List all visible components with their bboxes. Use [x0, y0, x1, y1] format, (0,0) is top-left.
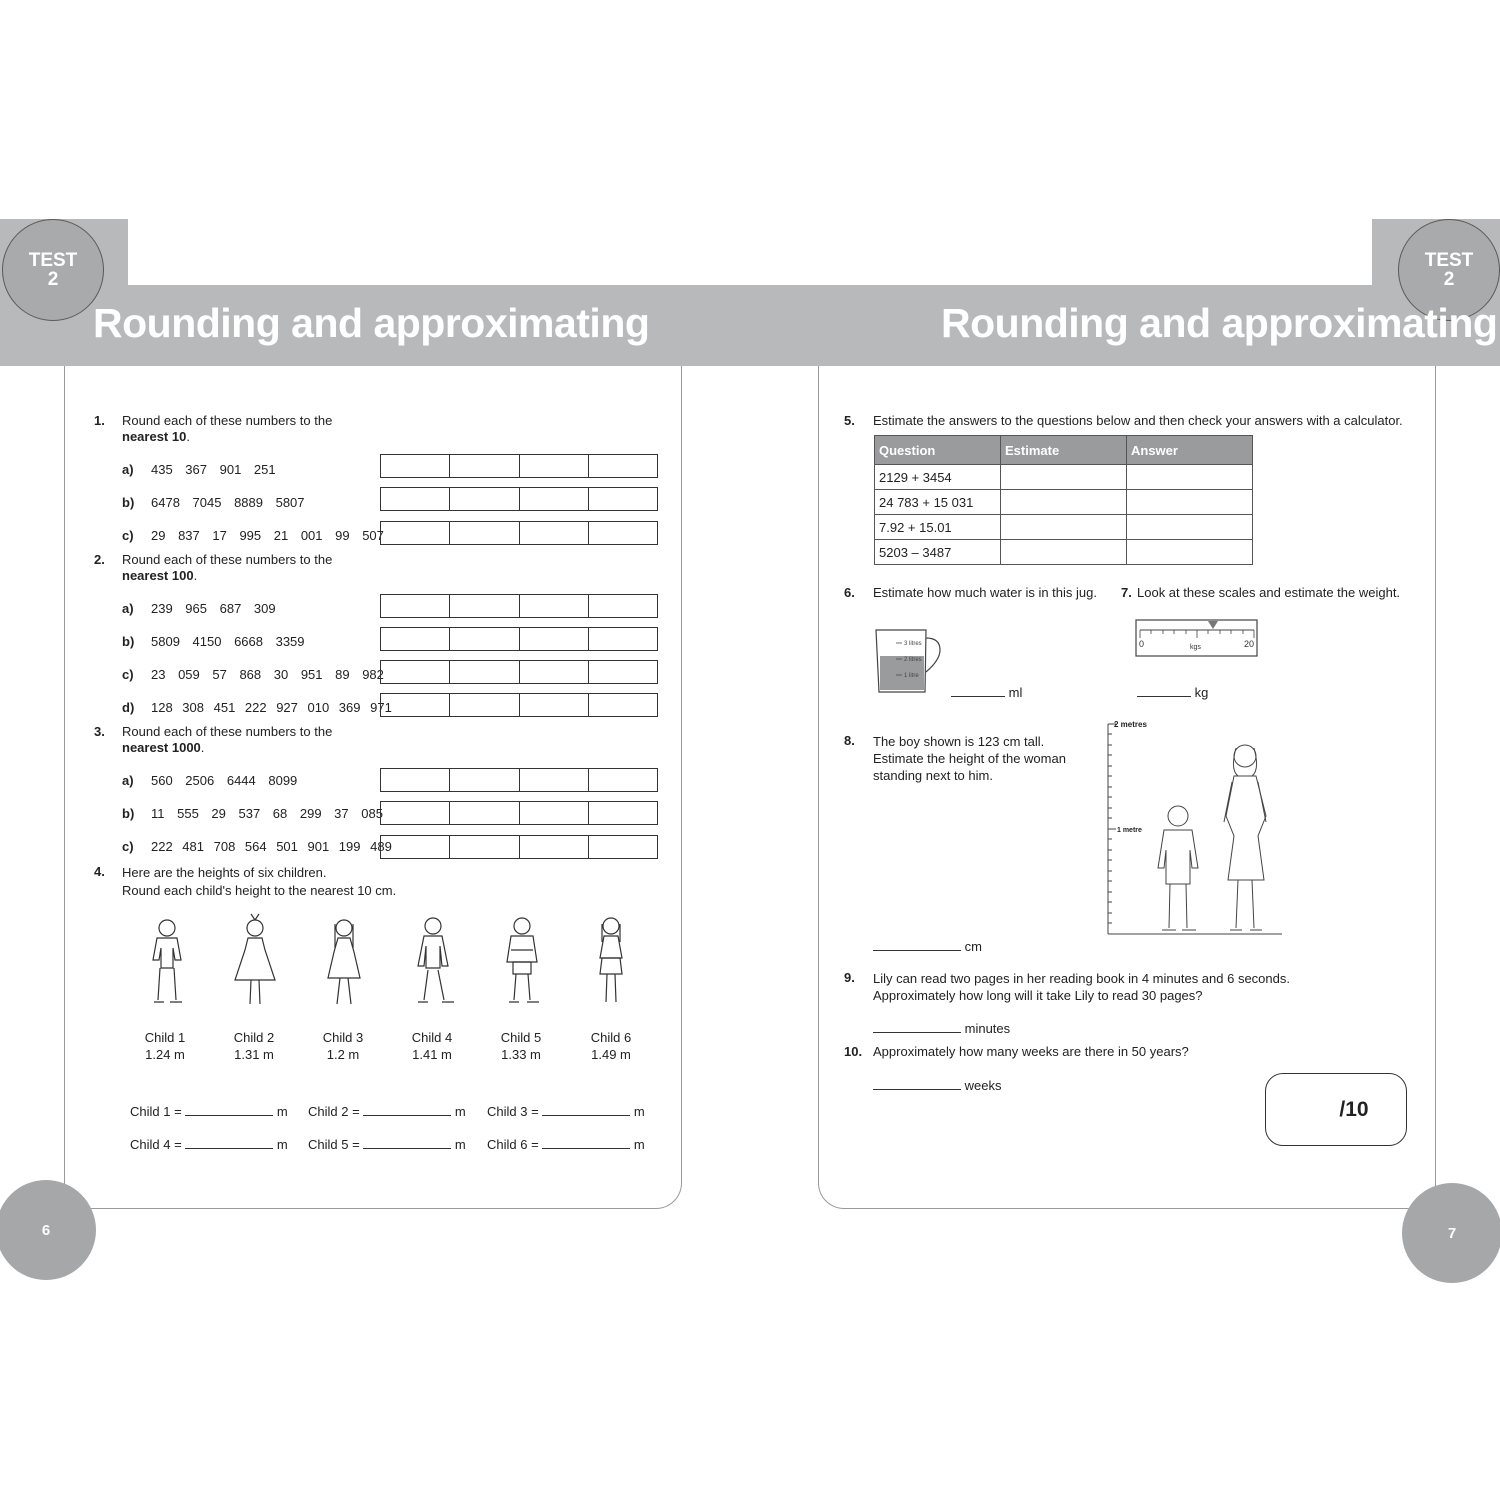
- table-header: Answer: [1127, 436, 1253, 465]
- question-number: 9.: [844, 970, 855, 985]
- estimate-table: [874, 435, 1253, 565]
- question-number: 3.: [94, 724, 105, 739]
- answer-cell[interactable]: [1127, 490, 1253, 515]
- question-number: 5.: [844, 413, 855, 428]
- child-figure: [507, 918, 539, 1002]
- item-numbers: 29 837 17 995 21 001 99 507: [151, 528, 384, 543]
- child-figure: [328, 920, 360, 1004]
- question-text: Lily can read two pages in her reading book in 4 minutes and 6 seconds. Approximately how long will it take Lily to read 30 pages?: [873, 971, 1290, 1003]
- question-text: Round each of these numbers to the nearest 1000.: [122, 724, 333, 755]
- question-text: Approximately how many weeks are there in 50 years?: [873, 1044, 1189, 1059]
- answer-line[interactable]: weeks: [873, 1077, 1001, 1093]
- question-number: 8.: [844, 733, 855, 748]
- table-row: 5203 – 3487: [875, 540, 1253, 565]
- jug-mark: 3 litres: [904, 641, 922, 647]
- question-text: The boy shown is 123 cm tall. Estimate the height of the woman standing next to him.: [873, 734, 1066, 783]
- child-caption: Child 4 1.41 m: [411, 1030, 453, 1062]
- ruler-label: 2 metres: [1114, 720, 1147, 729]
- answer-boxes[interactable]: [380, 594, 658, 618]
- child-caption: Child 5 1.33 m: [500, 1030, 542, 1062]
- item-numbers: 23 059 57 868 30 951 89 982: [151, 667, 384, 682]
- scale-unit: kgs: [1190, 644, 1201, 651]
- item-label: b): [122, 495, 135, 510]
- question-number: 6.: [844, 585, 855, 600]
- height-illustration: [1100, 718, 1290, 940]
- answer-line[interactable]: Child 1 = m: [130, 1104, 288, 1119]
- question-number: 2.: [94, 552, 105, 567]
- answer-boxes[interactable]: [380, 768, 658, 792]
- answer-boxes[interactable]: [380, 835, 658, 859]
- question-text: Round each of these numbers to the nearest 100.: [122, 552, 333, 583]
- answer-cell[interactable]: [1127, 515, 1253, 540]
- scale-min: 0: [1139, 639, 1145, 649]
- child-figure: [235, 914, 275, 1004]
- question-text: Estimate how much water is in this jug.: [873, 585, 1097, 600]
- question-text: Look at these scales and estimate the weight.: [1137, 585, 1401, 600]
- child-caption: Child 6 1.49 m: [590, 1030, 632, 1062]
- item-label: c): [122, 839, 134, 854]
- question-text: Round each of these numbers to the nearest 10.: [122, 413, 333, 444]
- jug-mark: 2 litres: [904, 657, 922, 663]
- answer-line[interactable]: Child 3 = m: [487, 1104, 645, 1119]
- answer-line[interactable]: cm: [873, 938, 982, 954]
- question-text: Estimate the answers to the questions below and then check your answers with a calculator.: [873, 413, 1403, 428]
- child-figure: [153, 920, 182, 1002]
- item-label: b): [122, 634, 135, 649]
- question-number: 4.: [94, 864, 105, 879]
- answer-boxes[interactable]: [380, 454, 658, 478]
- answer-line[interactable]: minutes: [873, 1020, 1010, 1036]
- item-label: b): [122, 806, 135, 821]
- page-title-right: Rounding and approximating: [941, 300, 1498, 346]
- answer-boxes[interactable]: [380, 521, 658, 545]
- score-box: /10: [1265, 1073, 1407, 1146]
- item-label: d): [122, 700, 135, 715]
- item-numbers: 11 555 29 537 68 299 37 085: [151, 806, 383, 821]
- item-numbers: 239 965 687 309: [151, 601, 276, 616]
- item-label: c): [122, 667, 134, 682]
- page-number-left: 6: [0, 1180, 96, 1280]
- answer-boxes[interactable]: [380, 801, 658, 825]
- table-row: 24 783 + 15 031: [875, 490, 1253, 515]
- answer-line[interactable]: Child 4 = m: [130, 1137, 288, 1152]
- answer-cell[interactable]: [1127, 540, 1253, 565]
- test-number: 2: [1443, 269, 1455, 290]
- table-row: 7.92 + 15.01: [875, 515, 1253, 540]
- estimate-cell[interactable]: [1001, 465, 1127, 490]
- question-number: 7.: [1121, 585, 1132, 600]
- answer-line[interactable]: ml: [951, 684, 1022, 700]
- item-numbers: 435 367 901 251: [151, 462, 276, 477]
- answer-line[interactable]: Child 6 = m: [487, 1137, 645, 1152]
- child-figure: [418, 918, 454, 1002]
- page-title-left: Rounding and approximating: [93, 300, 650, 346]
- item-label: a): [122, 601, 134, 616]
- measuring-jug: [872, 626, 948, 696]
- item-numbers: 128 308 451 222 927 010 369 971: [151, 700, 392, 715]
- test-number: 2: [47, 269, 59, 290]
- answer-boxes[interactable]: [380, 693, 658, 717]
- children-illustrations: [120, 910, 660, 1015]
- answer-line[interactable]: Child 2 = m: [308, 1104, 466, 1119]
- question-text: Here are the heights of six children. Round each child's height to the nearest 10 cm.: [122, 865, 397, 898]
- item-numbers: 5809 4150 6668 3359: [151, 634, 305, 649]
- table-row: 2129 + 3454: [875, 465, 1253, 490]
- item-numbers: 560 2506 6444 8099: [151, 773, 298, 788]
- question-number: 10.: [844, 1044, 863, 1059]
- answer-boxes[interactable]: [380, 660, 658, 684]
- ruler-label: 1 metre: [1117, 827, 1142, 834]
- item-label: c): [122, 528, 134, 543]
- question-number: 1.: [94, 413, 105, 428]
- test-badge-left: [2, 219, 104, 321]
- estimate-cell[interactable]: [1001, 490, 1127, 515]
- answer-line[interactable]: kg: [1137, 684, 1208, 700]
- scale-max: 20: [1244, 639, 1255, 649]
- child-caption: Child 3 1.2 m: [322, 1030, 364, 1062]
- test-label: TEST: [28, 250, 78, 271]
- table-header: Estimate: [1001, 436, 1127, 465]
- table-header: Question: [875, 436, 1001, 465]
- weighing-scale: [1135, 619, 1259, 659]
- jug-mark: 1 litre: [904, 673, 919, 679]
- answer-line[interactable]: Child 5 = m: [308, 1137, 466, 1152]
- child-caption: Child 2 1.31 m: [233, 1030, 275, 1062]
- item-label: a): [122, 773, 134, 788]
- estimate-cell[interactable]: [1001, 540, 1127, 565]
- answer-boxes[interactable]: [380, 487, 658, 511]
- item-label: a): [122, 462, 134, 477]
- test-label: TEST: [1424, 250, 1474, 271]
- answer-cell[interactable]: [1127, 465, 1253, 490]
- child-figure: [600, 918, 622, 1002]
- page-number-right: 7: [1402, 1183, 1500, 1283]
- item-numbers: 222 481 708 564 501 901 199 489: [151, 839, 392, 854]
- child-caption: Child 1 1.24 m: [144, 1030, 186, 1062]
- answer-boxes[interactable]: [380, 627, 658, 651]
- estimate-cell[interactable]: [1001, 515, 1127, 540]
- item-numbers: 6478 7045 8889 5807: [151, 495, 305, 510]
